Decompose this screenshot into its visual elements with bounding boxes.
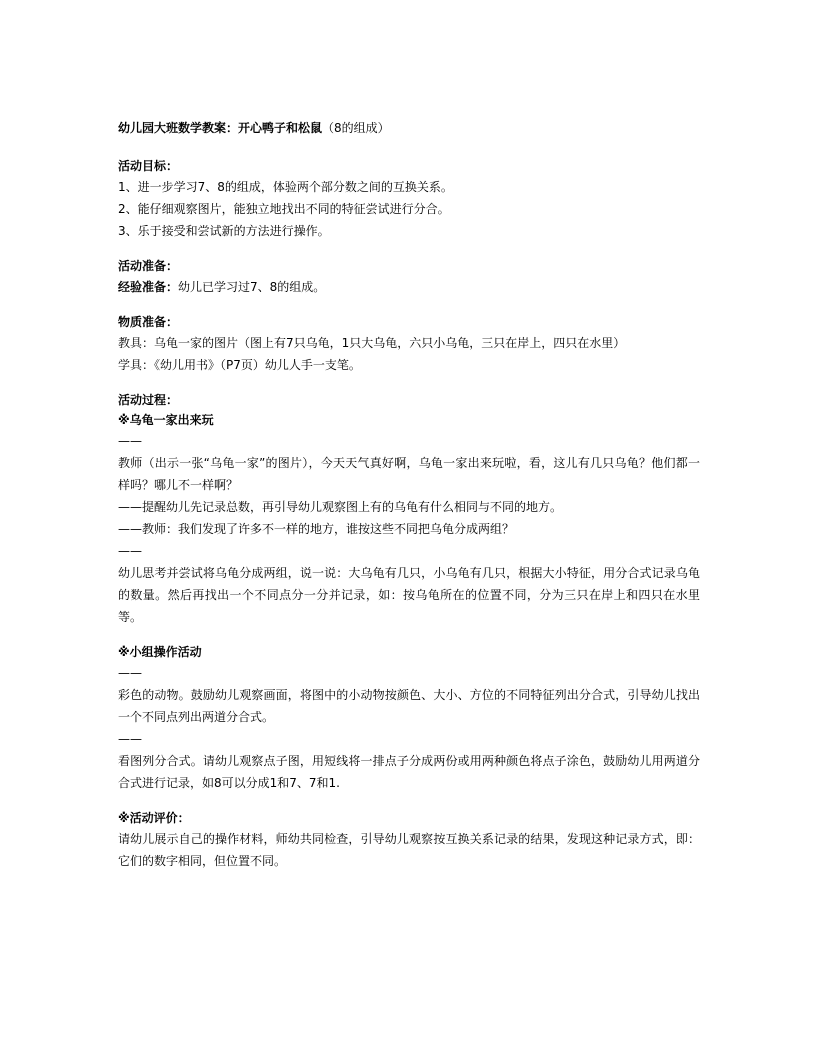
process-paragraph-1: 教师（出示一张“乌龟一家”的图片），今天天气真好啊，乌龟一家出来玩啦，看，这儿有几只乌龟？他们都一样吗？哪儿不一样啊？ [118,456,700,492]
process-heading: 活动过程： [118,393,179,407]
process-subheading-2: ※小组操作活动 [118,645,202,659]
title-rest: （8的组成） [322,121,390,135]
goal-item-2: 2、能仔细观察图片，能独立地找出不同的特征尝试进行分合。 [118,202,450,216]
prep-experience-text: 幼儿已学习过7、8的组成。 [178,280,326,294]
prep-experience [118,276,700,298]
process-subheading-1: ※乌龟一家出来玩 [118,413,214,427]
evaluation-paragraph: 请幼儿展示自己的操作材料，师幼共同检查，引导幼儿观察按互换关系记录的结果，发现这种记录方式，即：它们的数字相同，但位置不同。 [118,832,700,868]
document-title [118,118,700,138]
dash-separator-4: —— [118,732,142,746]
materials-heading: 物质准备： [118,315,179,329]
process-paragraph-4: 幼儿思考并尝试将乌龟分成两组，说一说：大乌龟有几只，小乌龟有几只，根据大小特征，用分合式记录乌龟的数量。然后再找出一个不同点分一分并记录，如：按乌龟所在的位置不同，分为三只在岸上和四只在水里等。 [118,566,700,624]
process-paragraph-2: ——提醒幼儿先记录总数，再引导幼儿观察图上有的乌龟有什么相同与不同的地方。 [118,500,563,514]
materials-teaching-aids: 教具：乌龟一家的图片（图上有7只乌龟，1只大乌龟，六只小乌龟，三只在岸上，四只在水里） [118,336,626,350]
evaluation-heading: ※活动评价： [118,811,190,825]
materials-learning-tools: 学具：《幼儿用书》（P7页）幼儿人手一支笔。 [118,358,361,372]
prep-heading: 活动准备： [118,259,179,273]
dash-separator-2: —— [118,544,142,558]
dash-separator-3: —— [118,666,142,680]
goal-item-1: 1、进一步学习7、8的组成，体验两个部分数之间的互换关系。 [118,180,453,194]
dash-separator-1: —— [118,434,142,448]
process-paragraph-3: ——教师：我们发现了许多不一样的地方，谁按这些不同把乌龟分成两组？ [118,522,515,536]
process-paragraph-6: 看图列分合式。请幼儿观察点子图，用短线将一排点子分成两份或用两种颜色将点子涂色，鼓励幼儿用两道分合式进行记录，如8可以分成1和7、7和1. [118,754,700,790]
goals-heading: 活动目标： [118,159,179,173]
goal-item-3: 3、乐于接受和尝试新的方法进行操作。 [118,224,330,238]
prep-experience-label: 经验准备： [118,280,179,294]
title-bold: 幼儿园大班数学教案：开心鸭子和松鼠 [118,121,323,135]
process-paragraph-5: 彩色的动物。鼓励幼儿观察画面，将图中的小动物按颜色、大小、方位的不同特征列出分合式，引导幼儿找出一个不同点列出两道分合式。 [118,688,700,724]
